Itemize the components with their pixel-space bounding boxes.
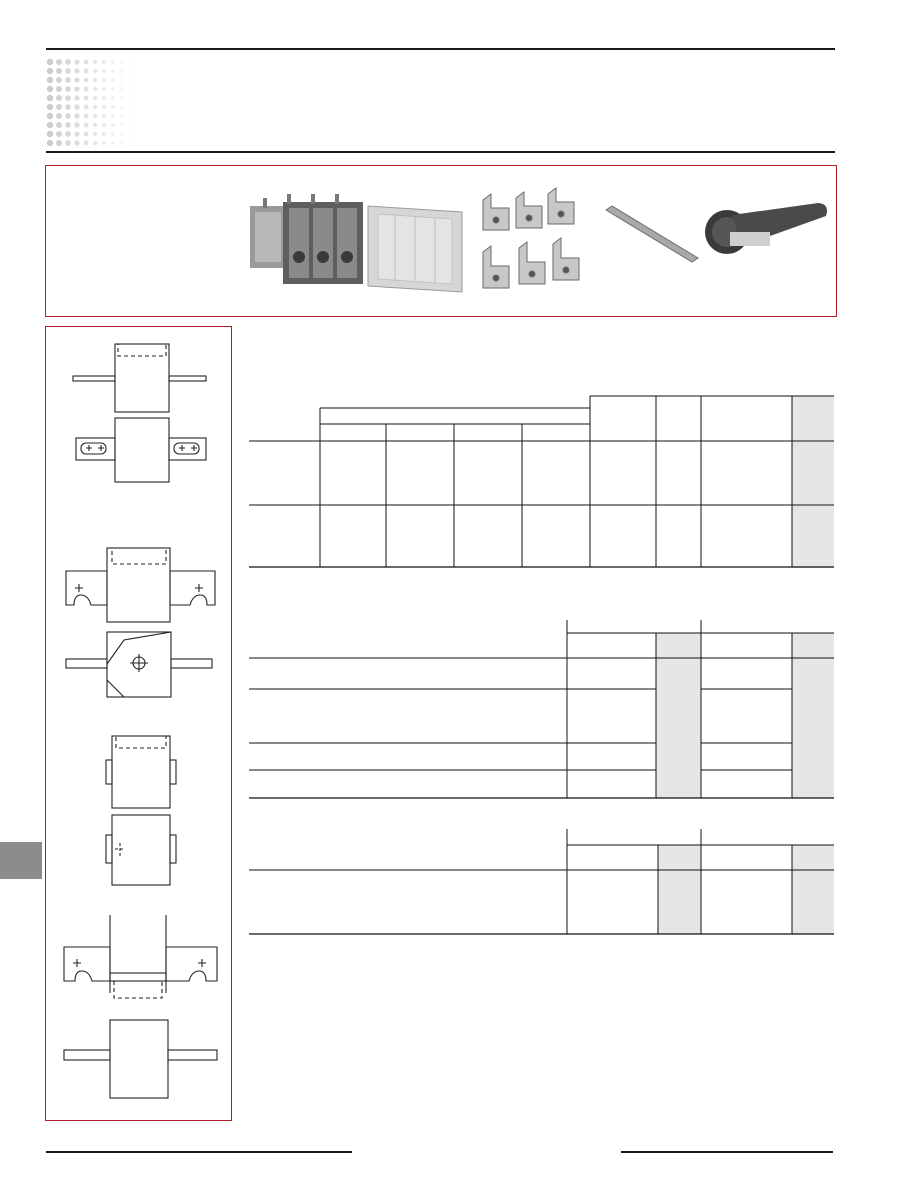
decoration-dot bbox=[84, 105, 89, 110]
decoration-dot bbox=[84, 132, 89, 137]
decoration-dot bbox=[65, 59, 71, 65]
top-rule bbox=[46, 48, 835, 50]
decoration-dot bbox=[111, 78, 115, 82]
decoration-dot bbox=[56, 77, 62, 83]
decoration-dot bbox=[93, 87, 97, 91]
decoration-dot bbox=[74, 95, 79, 100]
decoration-dot bbox=[130, 142, 133, 145]
decoration-dot bbox=[74, 140, 79, 145]
decoration-dot bbox=[130, 79, 133, 82]
decoration-dot bbox=[120, 114, 123, 117]
decoration-dot bbox=[111, 87, 115, 91]
decoration-dot bbox=[74, 131, 79, 136]
decoration-dot bbox=[65, 113, 71, 119]
decoration-dot bbox=[93, 96, 97, 100]
decoration-dot bbox=[120, 105, 123, 108]
decoration-dot bbox=[102, 123, 106, 127]
decoration-dot bbox=[74, 86, 79, 91]
decoration-dot bbox=[139, 133, 141, 135]
decoration-dot bbox=[56, 59, 62, 65]
decoration-dot bbox=[102, 87, 106, 91]
product-strip bbox=[45, 165, 837, 317]
decoration-dot bbox=[111, 96, 115, 100]
decoration-dot bbox=[102, 69, 106, 73]
decoration-dot bbox=[74, 68, 79, 73]
decoration-dot bbox=[139, 124, 141, 126]
decoration-dot bbox=[111, 60, 115, 64]
decoration-dot bbox=[65, 104, 71, 110]
decoration-dot bbox=[139, 97, 141, 99]
fuse-drawings-panel bbox=[45, 326, 232, 1121]
decoration-dot bbox=[139, 106, 141, 108]
decoration-dot bbox=[102, 114, 106, 118]
decoration-dot bbox=[93, 105, 97, 109]
decoration-dot bbox=[74, 122, 79, 127]
decoration-dot bbox=[111, 141, 115, 145]
table-3 bbox=[249, 829, 834, 934]
decoration-dot bbox=[47, 131, 53, 137]
decoration-dot bbox=[93, 141, 97, 145]
table-2 bbox=[249, 620, 834, 798]
decoration-dot bbox=[139, 70, 141, 72]
decoration-dot bbox=[47, 113, 53, 119]
decoration-dot bbox=[47, 68, 53, 74]
decoration-dot bbox=[47, 86, 53, 92]
decoration-dot bbox=[84, 123, 89, 128]
decoration-dot bbox=[120, 87, 123, 90]
decoration-dot bbox=[139, 88, 141, 90]
decoration-dot bbox=[84, 87, 89, 92]
decoration-dot bbox=[56, 95, 62, 101]
decoration-dot bbox=[120, 69, 123, 72]
decoration-dot bbox=[139, 79, 141, 81]
decoration-dot bbox=[111, 132, 115, 136]
decoration-dot bbox=[130, 70, 133, 73]
decoration-dot bbox=[111, 105, 115, 109]
footer-rule-right bbox=[621, 1151, 833, 1153]
decoration-dot bbox=[84, 96, 89, 101]
decoration-dot bbox=[56, 131, 62, 137]
footer-rule-left bbox=[46, 1151, 352, 1153]
decoration-dot bbox=[65, 122, 71, 128]
decoration-dot bbox=[139, 61, 141, 63]
decoration-dot bbox=[65, 140, 71, 146]
decoration-dot bbox=[56, 113, 62, 119]
decoration-dot bbox=[56, 68, 62, 74]
dot-pattern-decoration bbox=[46, 58, 146, 148]
decoration-dot bbox=[102, 60, 106, 64]
decoration-dot bbox=[47, 59, 53, 65]
decoration-dot bbox=[84, 69, 89, 74]
decoration-dot bbox=[74, 77, 79, 82]
decoration-dot bbox=[93, 132, 97, 136]
decoration-dot bbox=[120, 96, 123, 99]
decoration-dot bbox=[130, 115, 133, 118]
section-tab bbox=[0, 842, 42, 879]
decoration-dot bbox=[74, 104, 79, 109]
decoration-dot bbox=[102, 141, 106, 145]
decoration-dot bbox=[111, 69, 115, 73]
decoration-dot bbox=[47, 140, 53, 146]
decoration-dot bbox=[139, 142, 141, 144]
decoration-dot bbox=[56, 86, 62, 92]
decoration-dot bbox=[84, 114, 89, 119]
decoration-dot bbox=[65, 95, 71, 101]
decoration-dot bbox=[130, 97, 133, 100]
decoration-dot bbox=[84, 78, 89, 83]
decoration-dot bbox=[56, 140, 62, 146]
decoration-dot bbox=[47, 104, 53, 110]
decoration-dot bbox=[120, 141, 123, 144]
decoration-dot bbox=[74, 113, 79, 118]
decoration-dot bbox=[93, 60, 97, 64]
decoration-dot bbox=[120, 60, 123, 63]
decoration-dot bbox=[65, 68, 71, 74]
decoration-dot bbox=[93, 78, 97, 82]
decoration-dot bbox=[130, 106, 133, 109]
decoration-dot bbox=[84, 60, 89, 65]
decoration-dot bbox=[47, 77, 53, 83]
decoration-dot bbox=[47, 95, 53, 101]
decoration-dot bbox=[93, 69, 97, 73]
decoration-dot bbox=[65, 86, 71, 92]
decoration-dot bbox=[84, 141, 89, 146]
decoration-dot bbox=[139, 115, 141, 117]
decoration-dot bbox=[120, 132, 123, 135]
decoration-dot bbox=[111, 114, 115, 118]
decoration-dot bbox=[120, 123, 123, 126]
decoration-dot bbox=[102, 132, 106, 136]
decoration-dot bbox=[102, 78, 106, 82]
decoration-dot bbox=[65, 77, 71, 83]
header-bottom-rule bbox=[46, 151, 835, 153]
decoration-dot bbox=[74, 59, 79, 64]
decoration-dot bbox=[130, 61, 133, 64]
decoration-dot bbox=[130, 124, 133, 127]
decoration-dot bbox=[65, 131, 71, 137]
decoration-dot bbox=[102, 96, 106, 100]
decoration-dot bbox=[93, 123, 97, 127]
decoration-dot bbox=[130, 88, 133, 91]
decoration-dot bbox=[47, 122, 53, 128]
decoration-dot bbox=[56, 122, 62, 128]
decoration-dot bbox=[130, 133, 133, 136]
decoration-dot bbox=[56, 104, 62, 110]
decoration-dot bbox=[111, 123, 115, 127]
table-1 bbox=[249, 396, 834, 568]
decoration-dot bbox=[120, 78, 123, 81]
decoration-dot bbox=[102, 105, 106, 109]
decoration-dot bbox=[93, 114, 97, 118]
